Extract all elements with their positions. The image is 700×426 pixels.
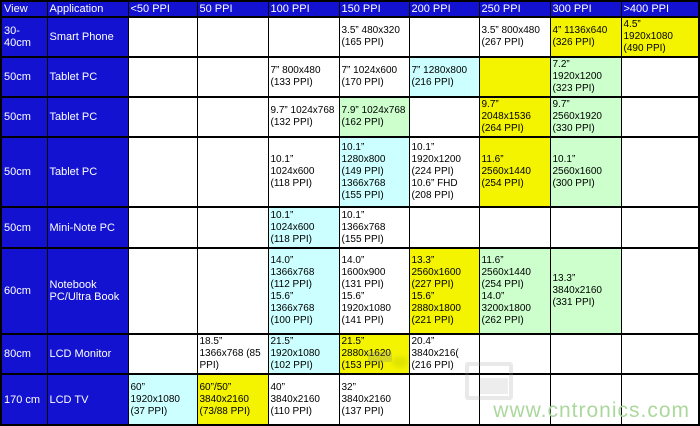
resolution-cell — [621, 248, 699, 334]
resolution-cell-line: (149 PPI) — [341, 166, 384, 177]
resolution-cell — [621, 334, 699, 374]
resolution-cell-line: (262 PPI) — [481, 315, 524, 326]
resolution-cell — [268, 374, 339, 425]
resolution-cell-line: 2560x1440 — [481, 267, 531, 278]
table-row — [1, 207, 699, 248]
header-row — [1, 1, 699, 17]
resolution-cell-line: 10.1” — [270, 154, 294, 165]
resolution-cell-line: 3840x216( — [411, 348, 459, 359]
application-cell: Notebook PC/Ultra Book — [47, 248, 128, 334]
resolution-cell-line: 2560x1600 — [552, 166, 602, 177]
resolution-cell-line: (300 PPI) — [552, 178, 595, 189]
view-distance-cell: 60cm — [1, 248, 47, 334]
resolution-cell — [409, 57, 479, 97]
application-cell: LCD Monitor — [47, 334, 128, 374]
resolution-cell — [268, 97, 339, 137]
resolution-cell — [128, 97, 197, 137]
resolution-cell — [621, 57, 699, 97]
resolution-cell — [479, 137, 550, 207]
resolution-cell-line: (165 PPI) — [341, 37, 384, 48]
resolution-cell-line: 10.1” — [341, 142, 365, 153]
resolution-cell — [268, 57, 339, 97]
resolution-cell — [479, 97, 550, 137]
resolution-cell — [550, 17, 621, 57]
resolution-cell-line: 10.1” — [411, 142, 435, 153]
resolution-cell-line: 10.1” — [341, 209, 365, 221]
resolution-cell-line: 7” 800x480 — [270, 65, 321, 76]
resolution-cell-line: 1920x1080 — [130, 393, 180, 405]
resolution-cell — [409, 137, 479, 207]
resolution-cell-line: 60” — [130, 381, 145, 393]
column-header-gt400ppi: >400 PPI — [621, 1, 699, 17]
resolution-cell-line: 14.0” — [481, 291, 505, 302]
resolution-cell — [339, 17, 409, 57]
resolution-cell — [479, 207, 550, 248]
resolution-cell-line: 2048x1536 — [481, 111, 531, 122]
resolution-cell-line: 3840x2160 — [199, 393, 249, 405]
resolution-cell-line: 13.3” — [552, 273, 576, 284]
resolution-cell-line: (118 PPI) — [270, 233, 312, 245]
resolution-cell-line: 2560x1440 — [481, 166, 531, 177]
resolution-cell — [128, 248, 197, 334]
application-cell: Smart Phone — [47, 17, 128, 57]
resolution-cell-line: (118 PPI) — [270, 178, 312, 189]
resolution-cell — [197, 137, 268, 207]
resolution-cell — [409, 207, 479, 248]
resolution-cell-line: 3.5” 480x320 — [341, 25, 400, 36]
table-row — [1, 248, 699, 334]
resolution-cell — [268, 137, 339, 207]
resolution-cell-line: (162 PPI) — [341, 117, 384, 128]
resolution-cell-line: 1366x768 — [341, 221, 386, 233]
resolution-cell-line: (131 PPI) — [341, 279, 384, 290]
resolution-cell-line: 2880x1620 — [341, 348, 391, 359]
view-distance-cell: 80cm — [1, 334, 47, 374]
resolution-cell-line: 10.1” — [552, 154, 576, 165]
resolution-cell-line: 20.4” — [411, 336, 435, 347]
resolution-cell — [268, 207, 339, 248]
resolution-cell-line: 15.6” — [341, 291, 365, 302]
application-cell: LCD TV — [47, 374, 128, 425]
resolution-cell-line: 40” — [270, 381, 285, 393]
column-header-150ppi: 150 PPI — [339, 1, 409, 17]
resolution-cell-line: 21.5” — [341, 336, 365, 347]
resolution-cell-line: 11.6” — [481, 154, 504, 165]
resolution-cell-line: 7” 1024x600 — [341, 65, 398, 76]
resolution-cell-line: 1920x1200 — [552, 71, 602, 82]
column-header-200ppi: 200 PPI — [409, 1, 479, 17]
resolution-cell — [479, 17, 550, 57]
resolution-cell-line: 3840x2160 — [552, 285, 602, 296]
resolution-cell-line: 1366x768 — [270, 267, 315, 278]
resolution-cell-line: 7.9” 1024x768 — [341, 105, 406, 116]
column-header-300ppi: 300 PPI — [550, 1, 621, 17]
resolution-cell-line: 18.5” — [199, 336, 223, 347]
resolution-cell-line: (221 PPI) — [411, 315, 454, 326]
column-header-100ppi: 100 PPI — [268, 1, 339, 17]
resolution-cell-line: (331 PPI) — [552, 297, 595, 308]
resolution-cell-line: 1600x900 — [341, 267, 386, 278]
resolution-cell — [550, 248, 621, 334]
resolution-cell-line: (490 PPI) — [623, 43, 666, 54]
resolution-cell — [621, 97, 699, 137]
resolution-cell-line: (208 PPI) — [411, 190, 454, 201]
resolution-cell-line: (141 PPI) — [341, 315, 384, 326]
resolution-cell — [409, 374, 479, 425]
resolution-cell-line: (112 PPI) — [270, 279, 312, 290]
resolution-cell-line: (254 PPI) — [481, 178, 524, 189]
resolution-cell-line: 3840x2160 — [341, 393, 391, 405]
resolution-cell-line: 10.6” FHD — [411, 178, 458, 189]
resolution-cell — [268, 248, 339, 334]
resolution-cell-line: (137 PPI) — [341, 405, 384, 417]
resolution-cell-line: 9.7” — [552, 99, 570, 110]
resolution-cell-line: 1920x1080 — [623, 31, 673, 42]
resolution-cell-line: 4.5” — [623, 19, 641, 30]
resolution-cell — [479, 334, 550, 374]
resolution-cell-line: 1280x800 — [341, 154, 386, 165]
resolution-cell — [197, 374, 268, 425]
resolution-cell-line: (100 PPI) — [270, 315, 313, 326]
resolution-cell — [128, 17, 197, 57]
resolution-cell-line: 4” 1136x640 — [552, 25, 608, 36]
view-distance-cell: 170 cm — [1, 374, 47, 425]
resolution-cell-line: (224 PPI) — [411, 166, 454, 177]
resolution-cell-line: 2560x1920 — [552, 111, 602, 122]
resolution-cell — [621, 207, 699, 248]
resolution-cell-line: (264 PPI) — [481, 123, 524, 134]
resolution-cell-line: 1920x1200 — [411, 154, 461, 165]
resolution-cell — [409, 248, 479, 334]
resolution-cell — [339, 207, 409, 248]
resolution-cell-line: (73/88 PPI) — [199, 405, 251, 417]
resolution-cell — [550, 97, 621, 137]
resolution-cell — [197, 97, 268, 137]
resolution-cell — [621, 17, 699, 57]
view-distance-cell: 50cm — [1, 97, 47, 137]
watermark-url-text: www.cntronics.com — [493, 399, 690, 422]
resolution-cell — [550, 207, 621, 248]
table-row — [1, 17, 699, 57]
resolution-cell-line: 1024x600 — [270, 166, 315, 177]
view-distance-cell: 30-40cm — [1, 17, 47, 57]
resolution-cell-line: 2560x1600 — [411, 267, 461, 278]
resolution-cell-line: (110 PPI) — [270, 405, 312, 417]
resolution-cell — [197, 17, 268, 57]
table-row — [1, 137, 699, 207]
resolution-cell — [550, 334, 621, 374]
resolution-cell-line: 1920x1080 — [270, 348, 320, 359]
resolution-cell — [339, 137, 409, 207]
application-cell: Tablet PC — [47, 137, 128, 207]
resolution-cell — [197, 248, 268, 334]
resolution-cell-line: (267 PPI) — [481, 37, 524, 48]
resolution-cell-line: (216 PPI) — [411, 360, 454, 371]
resolution-cell-line: 1920x1080 — [341, 303, 391, 314]
resolution-cell — [550, 137, 621, 207]
resolution-cell-line: (155 PPI) — [341, 233, 384, 245]
resolution-cell — [197, 334, 268, 374]
resolution-cell — [128, 334, 197, 374]
resolution-cell — [339, 97, 409, 137]
table-row — [1, 334, 699, 374]
resolution-cell-line: 32” — [341, 381, 356, 393]
resolution-cell-line: 1024x600 — [270, 221, 315, 233]
resolution-cell-line: 11.6” — [481, 255, 504, 266]
resolution-cell — [339, 334, 409, 374]
resolution-cell-line: 3840x2160 — [270, 393, 320, 405]
resolution-cell-line: 9.7” 1024x768 — [270, 105, 335, 116]
resolution-cell — [128, 207, 197, 248]
resolution-cell — [409, 334, 479, 374]
resolution-cell-line: (216 PPI) — [411, 77, 454, 88]
resolution-cell-line: (102 PPI) — [270, 360, 313, 371]
resolution-cell-line: (330 PPI) — [552, 123, 595, 134]
resolution-cell-line: 60”/50” — [199, 381, 232, 393]
resolution-cell — [621, 137, 699, 207]
resolution-cell-line: 3.5” 800x480 — [481, 25, 540, 36]
resolution-cell-line: 15.6” — [411, 291, 435, 302]
table-row — [1, 97, 699, 137]
resolution-cell-line: 13.3” — [411, 255, 435, 266]
resolution-cell-line: 14.0” — [341, 255, 365, 266]
resolution-cell-line: 10.1” — [270, 209, 294, 221]
resolution-cell-line: 9.7” — [481, 99, 499, 110]
column-header-lt50ppi: <50 PPI — [128, 1, 197, 17]
resolution-cell-line: 2880x1800 — [411, 303, 461, 314]
resolution-cell-line: (153 PPI) — [341, 360, 384, 371]
resolution-cell-line: 1366x768 — [270, 303, 315, 314]
column-header-application: Application — [47, 1, 128, 17]
resolution-cell-line: (155 PPI) — [341, 190, 384, 201]
application-cell: Tablet PC — [47, 97, 128, 137]
resolution-cell-line: (37 PPI) — [130, 405, 168, 417]
application-cell: Tablet PC — [47, 57, 128, 97]
resolution-cell — [128, 57, 197, 97]
resolution-cell — [268, 17, 339, 57]
resolution-cell-line: (227 PPI) — [411, 279, 454, 290]
resolution-cell-line: (323 PPI) — [552, 83, 595, 94]
resolution-cell-line: 7” 1280x800 — [411, 65, 468, 76]
resolution-cell — [197, 57, 268, 97]
resolution-cell — [339, 248, 409, 334]
view-distance-cell: 50cm — [1, 57, 47, 97]
resolution-cell-line: 3200x1800 — [481, 303, 531, 314]
resolution-cell-line: (170 PPI) — [341, 77, 384, 88]
resolution-cell — [339, 374, 409, 425]
resolution-cell-line: (254 PPI) — [481, 279, 524, 290]
column-header-view: View — [1, 1, 47, 17]
resolution-cell — [339, 57, 409, 97]
resolution-cell-line: PPI) — [199, 360, 219, 371]
column-header-50ppi: 50 PPI — [197, 1, 268, 17]
resolution-cell-line: 7.2” — [552, 59, 570, 70]
resolution-cell-line: 1366x768 (85 — [199, 348, 261, 359]
resolution-cell — [197, 207, 268, 248]
resolution-cell-line: (133 PPI) — [270, 77, 313, 88]
view-distance-cell: 50cm — [1, 207, 47, 248]
resolution-cell-line: 1366x768 — [341, 178, 386, 189]
resolution-cell — [479, 248, 550, 334]
resolution-cell — [550, 57, 621, 97]
resolution-cell — [128, 137, 197, 207]
application-cell: Mini-Note PC — [47, 207, 128, 248]
resolution-cell — [128, 374, 197, 425]
column-header-250ppi: 250 PPI — [479, 1, 550, 17]
table-row — [1, 57, 699, 97]
resolution-cell-line: (326 PPI) — [552, 37, 595, 48]
resolution-cell — [409, 17, 479, 57]
resolution-cell — [409, 97, 479, 137]
resolution-cell — [479, 57, 550, 97]
resolution-cell-line: 15.6” — [270, 291, 294, 302]
resolution-cell-line: (132 PPI) — [270, 117, 313, 128]
resolution-cell-line: 21.5” — [270, 336, 294, 347]
view-distance-cell: 50cm — [1, 137, 47, 207]
resolution-cell — [268, 334, 339, 374]
resolution-cell-line: 14.0” — [270, 255, 294, 266]
